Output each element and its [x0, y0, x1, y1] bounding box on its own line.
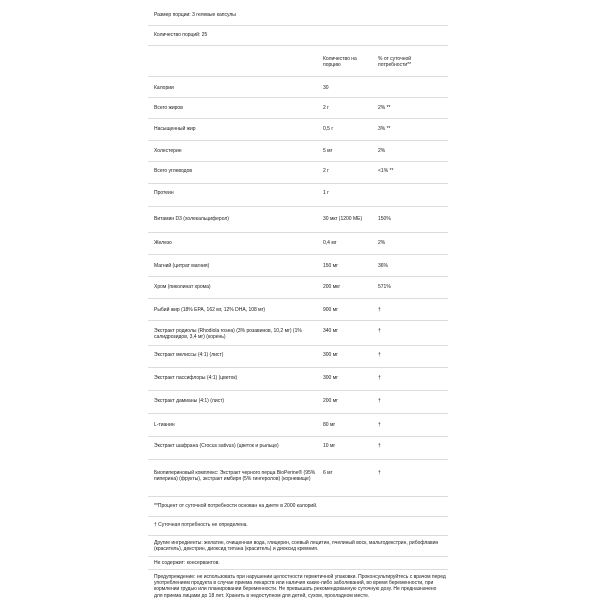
separator: [148, 320, 448, 321]
separator: [148, 25, 448, 26]
nutrient-amount: 300 мг: [323, 352, 338, 358]
nutrient-name: Экстракт родиолы (Rhodiola rosea) (3% розавинов, 10,2 мг) (1% салидрозидов, 3,4 мг) (корень): [154, 328, 302, 341]
nutrient-name: Экстракт пассифлоры (4:1) (цветок): [154, 375, 238, 381]
separator: [148, 569, 448, 570]
header-amount: Количество на порцию: [323, 56, 357, 69]
separator: [148, 516, 448, 517]
separator: [148, 436, 448, 437]
nutrient-name: Рыбий жир (18% EPA, 162 мг, 12% DHA, 108 мг): [154, 307, 266, 313]
nutrient-name: Калории: [154, 85, 174, 91]
separator: [148, 367, 448, 368]
nutrient-name: Всего углеводов: [154, 168, 193, 174]
nutrient-name: Экстракт шафрана (Crocus sativus) (цветок и рыльце): [154, 443, 279, 449]
serving-size: Размер порции: 3 гелевые капсулы: [154, 12, 236, 18]
nutrient-amount: 5 мг: [323, 148, 333, 154]
nutrient-daily-value: †: [378, 375, 381, 381]
nutrient-name: Холестерин: [154, 148, 182, 154]
nutrient-amount: 200 мг: [323, 398, 338, 404]
nutrient-amount: 30 мкг (1200 МЕ): [323, 216, 363, 222]
header-daily-value: % от суточной потребности**: [378, 56, 412, 69]
nutrient-amount: 6 мг: [323, 470, 333, 476]
nutrient-daily-value: 2% **: [378, 105, 391, 111]
nutrient-name: Хром (пиколинат хрома): [154, 284, 211, 290]
nutrient-daily-value: 3% **: [378, 126, 391, 132]
separator: [148, 390, 448, 391]
separator: [148, 76, 448, 77]
nutrient-daily-value: †: [378, 470, 381, 476]
nutrient-name: Протеин: [154, 190, 174, 196]
separator: [148, 298, 448, 299]
nutrient-daily-value: 2%: [378, 240, 386, 246]
nutrient-daily-value: †: [378, 443, 381, 449]
separator: [148, 345, 448, 346]
nutrient-name: Экстракт дамианы (4:1) (лист): [154, 398, 225, 404]
nutrient-amount: 1 г: [323, 190, 329, 196]
separator: [148, 254, 448, 255]
nutrient-amount: 10 мг: [323, 443, 336, 449]
nutrient-amount: 300 мг: [323, 375, 338, 381]
nutrient-daily-value: †: [378, 352, 381, 358]
separator: [148, 535, 448, 536]
other-ingredients-text: Другие ингредиенты: желатин, очищенная вода, глицерин, соевый лецитин, пчелиный воск, мальтодекстрин, рибофлавин (краситель), декстрин, диоксид титана (краситель) и диоксид кремния.: [154, 540, 439, 553]
warning-text: Предупреждение: не использовать при нарушении целостности герметичной упаковки. Проконсультируйтесь с врачом перед употреблением продукта в случае приема лекарств или наличия каких-либо заболеваний, во время беременности, при кормлении грудью или планировании беременности. Не превышать рекомендованную суточную дозу. Не предназначено для приема лицами до 18 лет. Хранить в недоступном для детей, сухом, прохладном месте.: [154, 574, 446, 599]
nutrient-amount: 0,4 мг: [323, 240, 337, 246]
separator: [148, 183, 448, 184]
nutrient-amount: 30: [323, 85, 329, 91]
nutrient-amount: 0,5 г: [323, 126, 334, 132]
nutrient-daily-value: 36%: [378, 263, 389, 269]
separator: [148, 556, 448, 557]
separator: [148, 413, 448, 414]
nutrient-amount: 900 мг: [323, 307, 338, 313]
nutrient-amount: 2 г: [323, 168, 329, 174]
nutrient-name: Биопипериновый комплекс: Экстракт черного перца BioPerine® (95% пиперина) (фрукты), экстракт имбиря (5% гингеролов) (корневище): [154, 470, 316, 483]
separator: [148, 118, 448, 119]
footnote-dagger-text: † Суточная потребность не определена.: [154, 522, 248, 528]
nutrient-daily-value: 150%: [378, 216, 391, 222]
separator: [148, 97, 448, 98]
nutrient-amount: 80 мг: [323, 422, 336, 428]
nutrient-daily-value: †: [378, 307, 381, 313]
separator: [148, 459, 448, 460]
separator: [148, 496, 448, 497]
servings-count: Количество порций: 25: [154, 32, 208, 38]
nutrient-name: Магний (цитрат магния): [154, 263, 210, 269]
separator: [148, 45, 448, 46]
nutrient-daily-value: <1% **: [378, 168, 394, 174]
nutrient-name: Экстракт мелиссы (4:1) (лист): [154, 352, 224, 358]
footnote-dv-text: **Процент от суточной потребности основан на диете в 2000 калорий.: [154, 503, 318, 509]
nutrient-name: L-тианин: [154, 422, 175, 428]
separator: [148, 161, 448, 162]
separator: [148, 206, 448, 207]
nutrient-name: Витамин D3 (холекальциферол): [154, 216, 229, 222]
no-preservatives-text: Не содержит: консервантов.: [154, 560, 220, 566]
nutrient-daily-value: 571%: [378, 284, 391, 290]
nutrient-daily-value: †: [378, 328, 381, 334]
nutrient-daily-value: †: [378, 422, 381, 428]
nutrient-amount: 340 мг: [323, 328, 338, 334]
nutrient-amount: 2 г: [323, 105, 329, 111]
separator: [148, 140, 448, 141]
nutrient-daily-value: 2%: [378, 148, 386, 154]
nutrient-amount: 200 мкг: [323, 284, 341, 290]
nutrient-name: Насыщенный жир: [154, 126, 196, 132]
nutrient-name: Всего жиров: [154, 105, 183, 111]
nutrient-daily-value: †: [378, 398, 381, 404]
nutrient-amount: 150 мг: [323, 263, 338, 269]
nutrient-name: Железо: [154, 240, 172, 246]
separator: [148, 232, 448, 233]
separator: [148, 276, 448, 277]
